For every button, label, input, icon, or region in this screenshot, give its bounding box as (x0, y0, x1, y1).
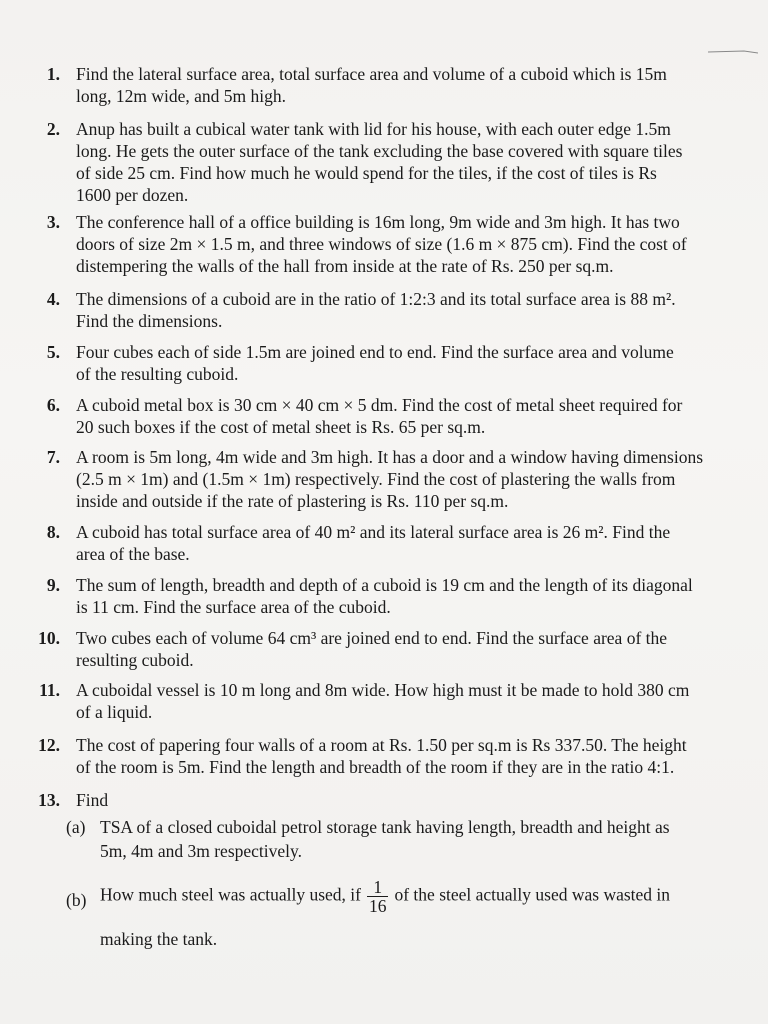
text-line: distempering the walls of the hall from inside at the rate of Rs. 250 per sq.m. (76, 256, 614, 276)
question-number: 10. (38, 628, 60, 648)
text-line: is 11 cm. Find the surface area of the cuboid. (76, 597, 391, 617)
text-line: A cuboid has total surface area of 40 m² and its lateral surface area is 26 m². Find the (76, 522, 671, 542)
text-line: (2.5 m × 1m) and (1.5m × 1m) respectively. Find the cost of plastering the walls from (76, 469, 676, 489)
question-number: 12. (38, 735, 60, 755)
question-text (76, 679, 766, 723)
question-number: 1. (46, 64, 60, 84)
sub-question-text (100, 815, 760, 863)
text-line: A cuboidal vessel is 10 m long and 8m wide. How high must it be made to hold 380 cm (76, 680, 690, 700)
text-line: of the resulting cuboid. (76, 364, 239, 384)
text-fragment: of the steel actually used was wasted in (394, 884, 671, 905)
question-text (76, 627, 766, 671)
question-text (76, 789, 766, 811)
text-line: long. He gets the outer surface of the tank excluding the base covered with square tiles (76, 141, 683, 161)
text-line: resulting cuboid. (76, 650, 194, 670)
question-number: 5. (46, 342, 60, 362)
text-line: long, 12m wide, and 5m high. (76, 86, 286, 106)
text-line: The cost of papering four walls of a room at Rs. 1.50 per sq.m is Rs 337.50. The height (76, 735, 687, 755)
text-line: 5m, 4m and 3m respectively. (100, 841, 303, 861)
fraction (367, 878, 389, 915)
sub-question-label: (b) (66, 890, 87, 910)
text-line: Find the lateral surface area, total surface area and volume of a cuboid which is 15m (76, 64, 667, 84)
text-line: 1600 per dozen. (76, 185, 189, 205)
text-fragment: How much steel was actually used, if (100, 884, 361, 905)
question-text (76, 63, 766, 107)
question-text (76, 288, 766, 332)
question-number: 2. (46, 119, 60, 139)
question-text (76, 446, 766, 512)
text-line: A cuboid metal box is 30 cm × 40 cm × 5 dm. Find the cost of metal sheet required for (76, 395, 683, 415)
question-number: 9. (46, 575, 60, 595)
text-line: The dimensions of a cuboid are in the ratio of 1:2:3 and its total surface area is 88 m². (76, 289, 676, 309)
question-number: 13. (38, 790, 60, 810)
text-line: Find the dimensions. (76, 311, 223, 331)
question-text (76, 394, 766, 438)
question-number: 7. (46, 447, 60, 467)
question-number: 8. (46, 522, 60, 542)
question-number: 6. (46, 395, 60, 415)
fraction-denominator: 16 (368, 896, 387, 916)
text-line: making the tank. (100, 929, 218, 949)
text-line: of the room is 5m. Find the length and breadth of the room if they are in the ratio 4:1. (76, 757, 675, 777)
question-number: 4. (46, 289, 60, 309)
text-line: of side 25 cm. Find how much he would spend for the tiles, if the cost of tiles is Rs (76, 163, 657, 183)
text-line: inside and outside if the rate of plastering is Rs. 110 per sq.m. (76, 491, 509, 511)
text-line (100, 878, 760, 915)
question-text (76, 118, 766, 206)
question-text (76, 574, 766, 618)
pen-mark-decoration (708, 50, 758, 54)
text-line: Two cubes each of volume 64 cm³ are joined end to end. Find the surface area of the (76, 628, 668, 648)
sub-question-text (100, 878, 760, 951)
text-line: Four cubes each of side 1.5m are joined end to end. Find the surface area and volume (76, 342, 674, 362)
question-text (76, 341, 766, 385)
text-line: The conference hall of a office building is 16m long, 9m wide and 3m high. It has two (76, 212, 680, 232)
text-line: A room is 5m long, 4m wide and 3m high. It has a door and a window having dimensions (76, 447, 704, 467)
sub-question-label: (a) (66, 817, 86, 837)
question-number: 3. (46, 212, 60, 232)
text-line: of a liquid. (76, 702, 153, 722)
question-text (76, 521, 766, 565)
text-line: 20 such boxes if the cost of metal sheet is Rs. 65 per sq.m. (76, 417, 486, 437)
text-line: doors of size 2m × 1.5 m, and three windows of size (1.6 m × 875 cm). Find the cost of (76, 234, 687, 254)
text-line: The sum of length, breadth and depth of a cuboid is 19 cm and the length of its diagonal (76, 575, 693, 595)
question-text (76, 211, 766, 277)
text-line: Anup has built a cubical water tank with lid for his house, with each outer edge 1.5m (76, 119, 671, 139)
text-line: Find (76, 790, 109, 810)
text-line: area of the base. (76, 544, 190, 564)
question-number: 11. (39, 680, 60, 700)
fraction-numerator: 1 (367, 878, 389, 897)
question-text (76, 734, 766, 778)
text-line: TSA of a closed cuboidal petrol storage tank having length, breadth and height as (100, 817, 670, 837)
